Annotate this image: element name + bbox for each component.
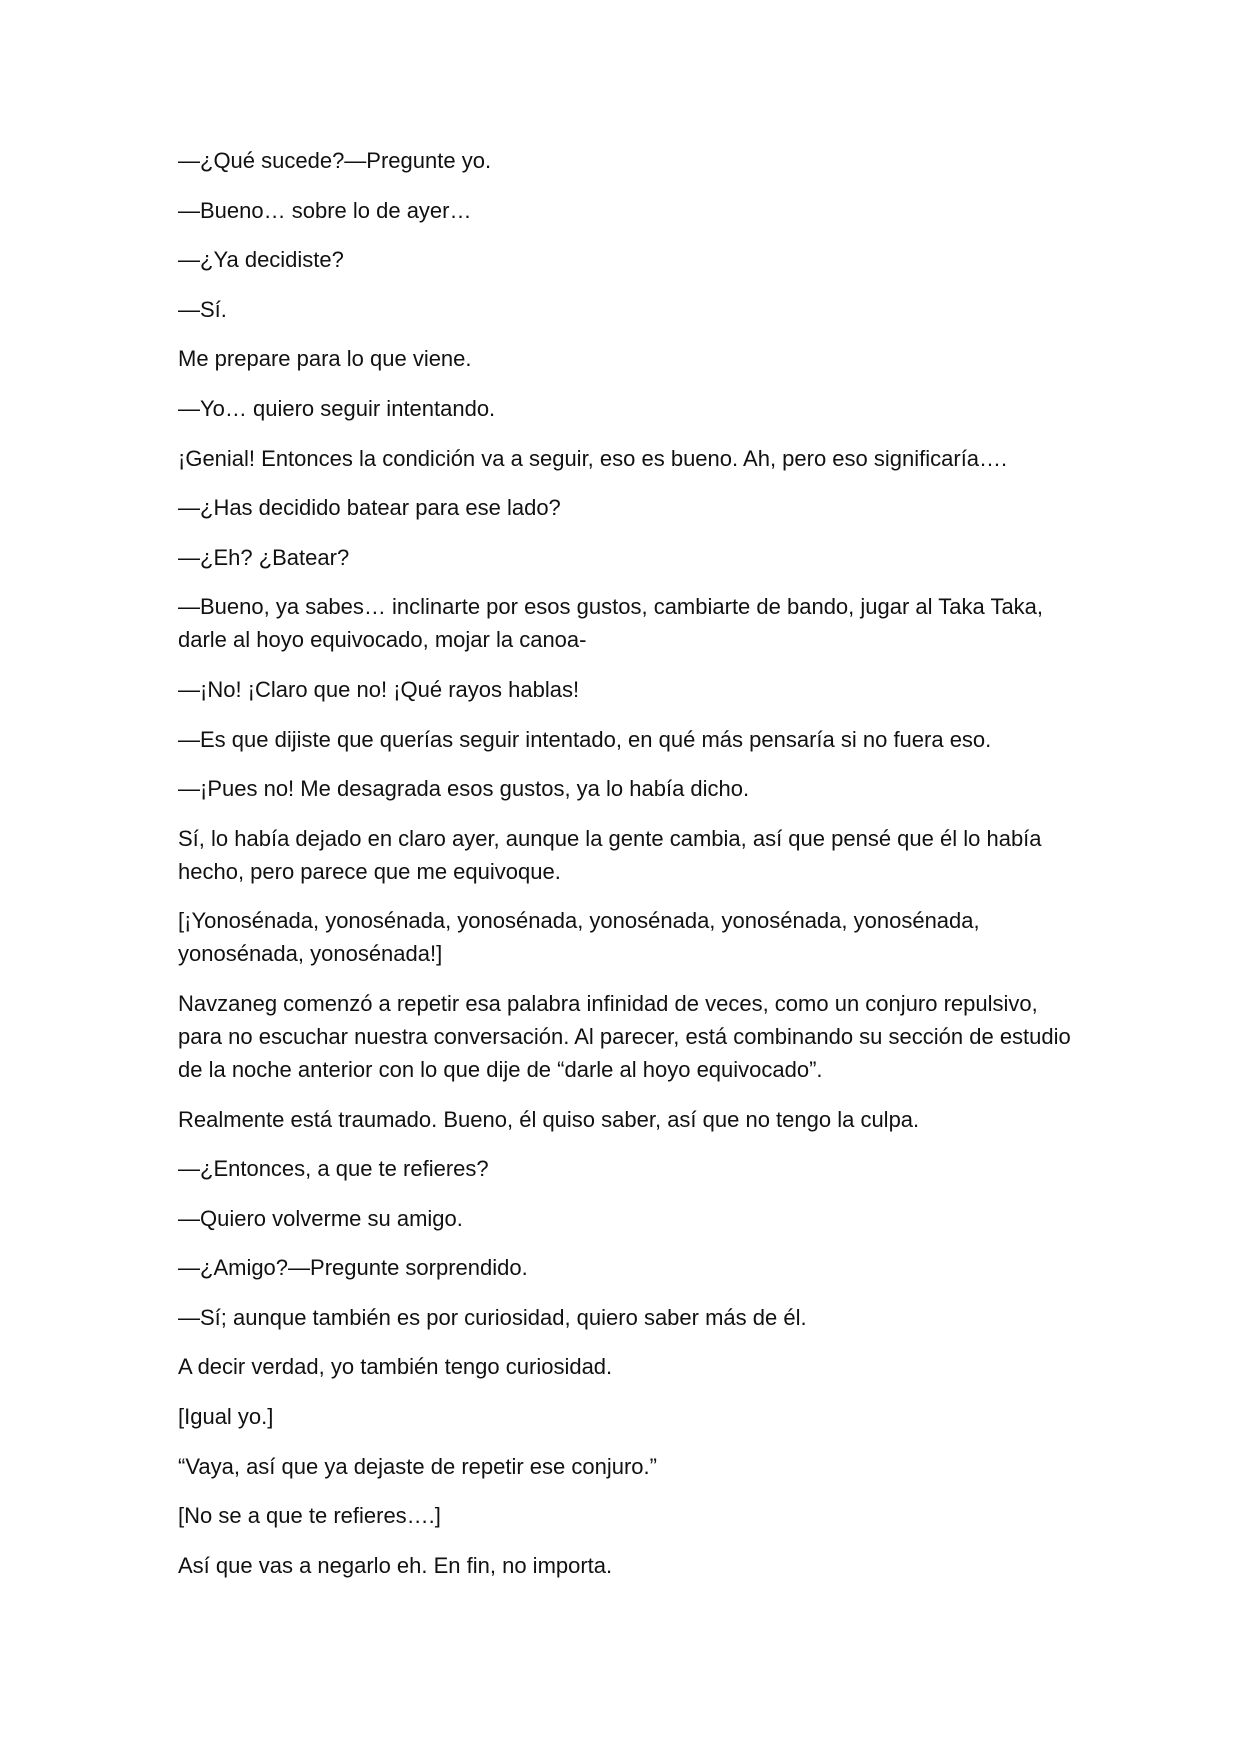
paragraph-6: —Yo… quiero seguir intentando.: [178, 395, 496, 421]
paragraph-13: —¡Pues no! Me desagrada esos gustos, ya lo había dicho.: [178, 776, 750, 802]
paragraph-4: —Sí.: [178, 296, 227, 322]
paragraph-16: Navzaneg comenzó a repetir esa palabra infinidad de veces, como un conjuro repulsivo, para no escuchar nuestra conversación. Al parecer, está combinando su sección de estudio de la noche anterior con lo que dije de “darle al hoyo equivocado”.: [178, 990, 1071, 1082]
document-body: [178, 144, 1078, 1598]
paragraph-24: “Vaya, así que ya dejaste de repetir ese conjuro.”: [178, 1453, 657, 1479]
paragraph-5: Me prepare para lo que viene.: [178, 346, 472, 372]
paragraph-21: —Sí; aunque también es por curiosidad, quiero saber más de él.: [178, 1304, 807, 1330]
paragraph-11: —¡No! ¡Claro que no! ¡Qué rayos hablas!: [178, 676, 580, 702]
paragraph-18: —¿Entonces, a que te refieres?: [178, 1156, 489, 1182]
paragraph-17: Realmente está traumado. Bueno, él quiso saber, así que no tengo la culpa.: [178, 1106, 920, 1132]
paragraph-12: —Es que dijiste que querías seguir intentado, en qué más pensaría si no fuera eso.: [178, 726, 992, 752]
paragraph-8: —¿Has decidido batear para ese lado?: [178, 495, 561, 521]
paragraph-26: Así que vas a negarlo eh. En fin, no importa.: [178, 1552, 613, 1578]
paragraph-10: —Bueno, ya sabes… inclinarte por esos gustos, cambiarte de bando, jugar al Taka Taka, darle al hoyo equivocado, mojar la canoa-: [178, 594, 1044, 653]
paragraph-14: Sí, lo había dejado en claro ayer, aunque la gente cambia, así que pensé que él lo había hecho, pero parece que me equivoque.: [178, 825, 1042, 884]
paragraph-22: A decir verdad, yo también tengo curiosidad.: [178, 1354, 613, 1380]
paragraph-1: —¿Qué sucede?—Pregunte yo.: [178, 148, 492, 173]
paragraph-2: —Bueno… sobre lo de ayer…: [178, 197, 472, 223]
paragraph-19: —Quiero volverme su amigo.: [178, 1205, 463, 1231]
paragraph-20: —¿Amigo?—Pregunte sorprendido.: [178, 1255, 528, 1281]
paragraph-9: —¿Eh? ¿Batear?: [178, 544, 350, 570]
paragraph-15: [¡Yonosénada, yonosénada, yonosénada, yonosénada, yonosénada, yonosénada, yonosénada, yonosénada!]: [178, 908, 980, 967]
paragraph-23: [Igual yo.]: [178, 1404, 274, 1430]
paragraph-7: ¡Genial! Entonces la condición va a seguir, eso es bueno. Ah, pero eso significaría….: [178, 445, 1008, 471]
paragraph-25: [No se a que te refieres….]: [178, 1503, 441, 1529]
paragraph-3: —¿Ya decidiste?: [178, 247, 344, 273]
